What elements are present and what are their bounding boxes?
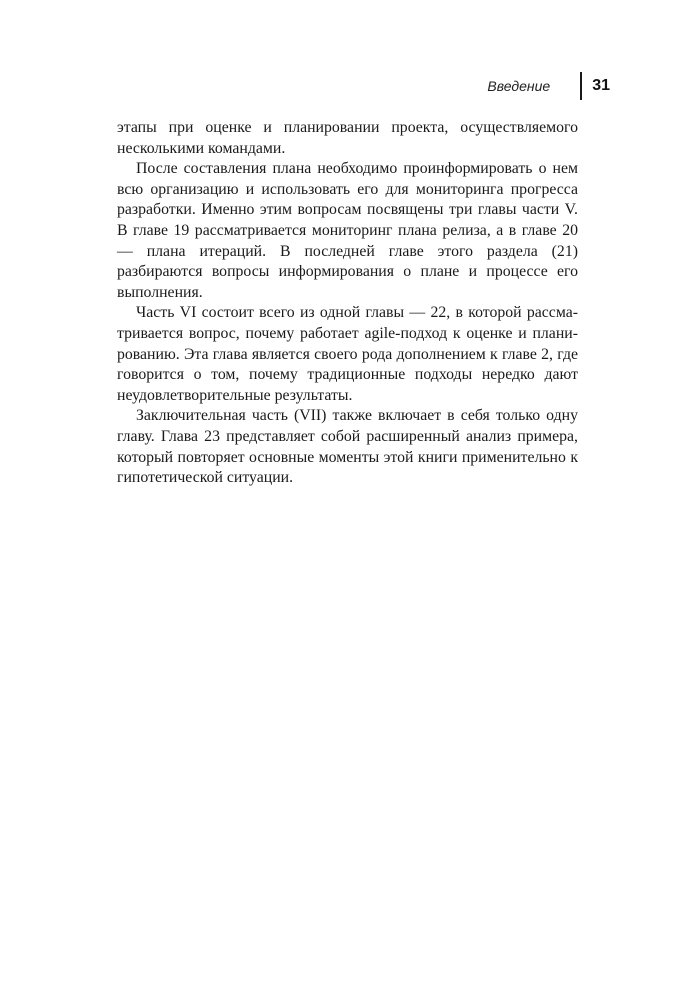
paragraph-part-vi: Часть VI состоит всего из одной главы — 22, в которой рассматривается вопрос, почему работает agile-подход к оценке и планированию. Эта глава является своего рода дополнением к главе 2, где говорится о том, почему традиционные подходы нередко дают неудовлетворительные результаты. bbox=[117, 304, 578, 404]
running-head bbox=[487, 72, 610, 100]
paragraph-part-v: После составления плана необходимо проинформировать о нем всю организацию и использовать его для мониторинга прогресса разработки. Именно этим вопросам посвящены три главы части V. В главе 19 рассматривается мониторинг плана релиза, а в главе 20 — плана итераций. В последней главе этого раздела (21) разбираются вопросы информирования о плане и процессе его выполнения. bbox=[117, 160, 578, 301]
section-title: Введение bbox=[487, 78, 551, 94]
header-divider bbox=[580, 72, 582, 100]
body-text bbox=[117, 118, 578, 489]
paragraph-part-vii: Заключительная часть (VII) также включает в себя только одну главу. Глава 23 представляет собой расширенный анализ примера, который повторяет основные моменты этой книги применительно к гипотетической ситуации. bbox=[117, 407, 578, 487]
page-number: 31 bbox=[592, 77, 610, 94]
paragraph-continuation: этапы при оценке и планировании проекта, осуществляемого несколькими командами. bbox=[117, 119, 578, 157]
